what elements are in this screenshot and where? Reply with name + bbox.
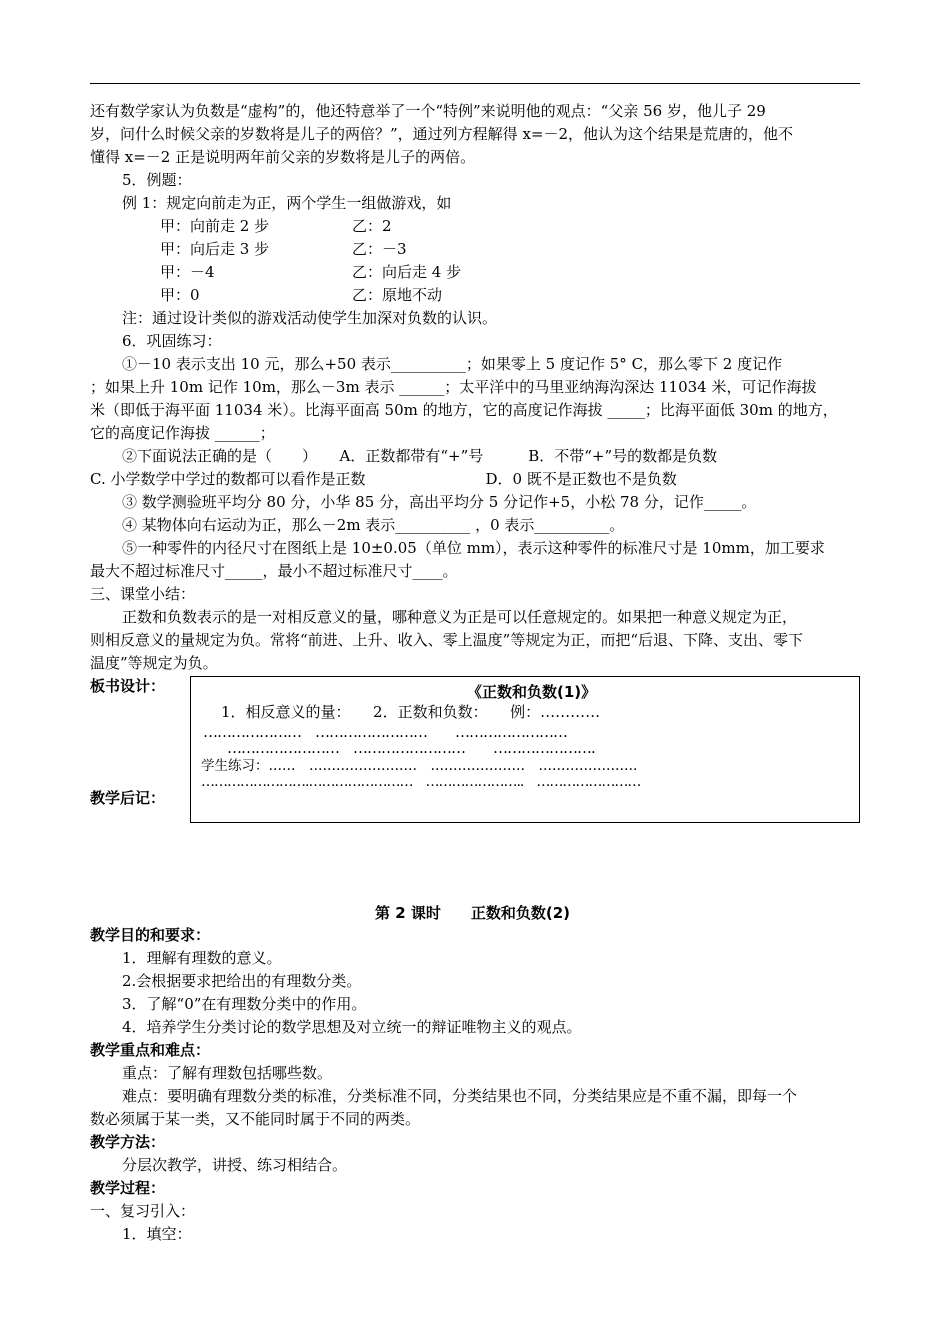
exercise-line: 米（即低于海平面 11034 米）。比海平面高 50m 的地方，它的高度记作海拔 _____；比海平面低 30m 的地方， — [90, 401, 838, 419]
method-text: 分层次教学，讲授、练习相结合。 — [122, 1156, 348, 1174]
note: 注：通过设计类似的游戏活动使学生加深对负数的认识。 — [122, 309, 498, 327]
goal-item: 2.会根据要求把给出的有理数分类。 — [122, 972, 362, 990]
exercise-line: ；如果上升 10m 记作 10m，那么－3m 表示 ______；太平洋中的马里亚纳海沟深达 11034 米，可记作海拔 — [90, 378, 817, 396]
paragraph-line: 懂得 x=－2 正是说明两年前父亲的岁数将是儿子的两倍。 — [90, 148, 476, 166]
difficulty-line: 难点：要明确有理数分类的标准，分类标准不同，分类结果也不同，分类结果应是不重不漏，即每一个 — [122, 1087, 798, 1105]
lesson-title: 第 2 课时 正数和负数(2) — [375, 904, 571, 922]
method-heading: 教学方法： — [90, 1133, 166, 1151]
board-row: …………………… …………………… …………………. — [227, 739, 595, 757]
section-heading: 三、课堂小结： — [90, 585, 196, 603]
exercise-line: 它的高度记作海拔 ______； — [90, 424, 275, 442]
board-row: …………………….…………………… ………………….. …………………… — [201, 774, 641, 790]
key-point: 重点：了解有理数包括哪些数。 — [122, 1064, 333, 1082]
board-label: 板书设计： — [90, 677, 166, 695]
game-b: 乙：－3 — [352, 240, 407, 258]
process-heading: 教学过程： — [90, 1179, 166, 1197]
process-line: 1．填空： — [122, 1225, 192, 1243]
board-row: ………………… …………………… …………………… — [203, 723, 568, 741]
exercise-line: C. 小学数学中学过的数都可以看作是正数 D．0 既不是正数也不是负数 — [90, 470, 677, 488]
board-row: 1．相反意义的量： 2．正数和负数： 例：………… — [221, 703, 601, 721]
summary-line: 正数和负数表示的是一对相反意义的量，哪种意义为正是可以任意规定的。如果把一种意义规定为正， — [122, 608, 798, 626]
example-intro: 例 1：规定向前走为正，两个学生一组做游戏，如 — [122, 194, 452, 212]
game-b: 乙：向后走 4 步 — [352, 263, 462, 281]
key-heading: 教学重点和难点： — [90, 1041, 211, 1059]
game-a: 甲：向前走 2 步 — [160, 217, 270, 235]
board-row: 学生练习：…… …………………… ………………… …………………. — [201, 758, 638, 774]
header-rule — [90, 83, 860, 84]
exercise-line: 最大不超过标准尺寸_____，最小不超过标准尺寸____。 — [90, 562, 458, 580]
process-line: 一、复习引入： — [90, 1202, 196, 1220]
difficulty-line: 数必须属于某一类，又不能同时属于不同的两类。 — [90, 1110, 421, 1128]
exercise-line: ①－10 表示支出 10 元，那么+50 表示__________；如果零上 5 度记作 5° C，那么零下 2 度记作 — [122, 355, 783, 373]
board-box — [190, 676, 860, 823]
exercise-line: ②下面说法正确的是（ ） A．正数都带有“+”号 B．不带“+”号的数都是负数 — [122, 447, 718, 465]
game-a: 甲：向后走 3 步 — [160, 240, 270, 258]
goal-item: 4．培养学生分类讨论的数学思想及对立统一的辩证唯物主义的观点。 — [122, 1018, 582, 1036]
goals-heading: 教学目的和要求： — [90, 926, 211, 944]
paragraph-line: 岁，问什么时候父亲的岁数将是儿子的两倍？”，通过列方程解得 x=－2，他认为这个结果是荒唐的，他不 — [90, 125, 794, 143]
game-a: 甲：0 — [160, 286, 200, 304]
section-heading: 5．例题： — [122, 171, 192, 189]
exercise-line: ⑤一种零件的内径尺寸在图纸上是 10±0.05（单位 mm），表示这种零件的标准尺寸是 10mm，加工要求 — [122, 539, 825, 557]
summary-line: 则相反意义的量规定为负。常将“前进、上升、收入、零上温度”等规定为正，而把“后退、下降、支出、零下 — [90, 631, 804, 649]
summary-line: 温度”等规定为负。 — [90, 654, 218, 672]
goal-item: 3．了解“0”在有理数分类中的作用。 — [122, 995, 367, 1013]
goal-item: 1．理解有理数的意义。 — [122, 949, 282, 967]
paragraph-line: 还有数学家认为负数是“虚构”的，他还特意举了一个“特例”来说明他的观点：“父亲 56 岁，他儿子 29 — [90, 102, 766, 120]
game-b: 乙：2 — [352, 217, 392, 235]
board-title: 《正数和负数(1)》 — [467, 683, 597, 701]
section-heading: 6．巩固练习： — [122, 332, 222, 350]
game-b: 乙：原地不动 — [352, 286, 443, 304]
exercise-line: ③ 数学测验班平均分 80 分，小华 85 分，高出平均分 5 分记作+5，小松 78 分，记作_____。 — [122, 493, 757, 511]
afterword-label: 教学后记： — [90, 789, 166, 807]
game-a: 甲：－4 — [160, 263, 215, 281]
exercise-line: ④ 某物体向右运动为正，那么－2m 表示__________ ，0 表示__________。 — [122, 516, 625, 534]
